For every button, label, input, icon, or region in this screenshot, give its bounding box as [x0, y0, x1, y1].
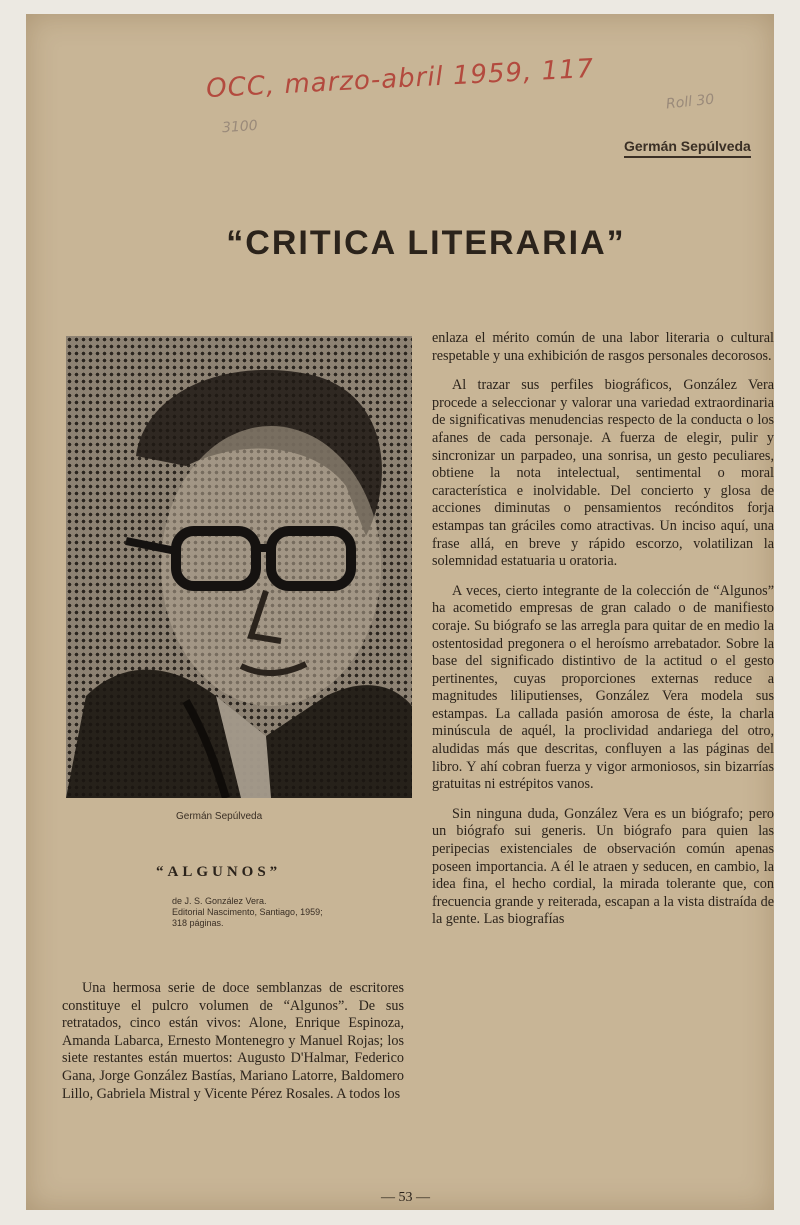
left-column: [62, 980, 404, 1103]
author-byline: Germán Sepúlveda: [624, 138, 751, 158]
handwritten-note-left: 3100: [221, 117, 259, 137]
book-publisher: Editorial Nascimento, Santiago, 1959;: [172, 907, 323, 917]
author-photo: [66, 336, 412, 798]
right-column: [432, 330, 774, 941]
article-title: “CRITICA LITERARIA”: [226, 224, 626, 262]
book-title: “ALGUNOS”: [156, 864, 282, 880]
body-paragraph: enlaza el mérito común de una labor literaria o cultural respetable y una exhibición de rasgos personales decorosos.: [432, 330, 774, 364]
body-paragraph: A veces, cierto integrante de la colección de “Algunos” ha acometido empresas de gran calado o de manifiesto coraje. Su biógrafo se las arregla para quitar de en medio la ostentosidad pregonera o el heroísmo arrebatador. Sobre la base del significado distintivo de la actitud o el gesto pertinentes, cuyas proporciones externas reduce a magnitudes liliputienses, González Vera modela sus estampas. La callada pasión amorosa de éste, la charla minúscula de aquél, la proclividad andariega del otro, aludidas más que descritas, confluyen a las páginas del libro. Y ahí cobran fuerza y vigor armoniosos, sin bizarrías gratuitas ni estrépitos vanos.: [432, 582, 774, 793]
handwritten-note-right: Roll 30: [665, 91, 716, 113]
body-paragraph: Una hermosa serie de doce semblanzas de escritores constituye el pulcro volumen de “Algunos”. De sus retratados, cinco están vivos: Alone, Enrique Espinoza, Amanda Labarca, Ernesto Montenegro y Manuel Rojas; los siete restantes están muertos: Augusto D'Halmar, Federico Gana, Jorge González Bastías, Mariano Latorre, Baldomero Lillo, Gabriela Mistral y Vicente Pérez Rosales. A todos los: [62, 980, 404, 1102]
handwritten-annotation: OCC, marzo-abril 1959, 117: [205, 53, 595, 105]
portrait-illustration: [66, 336, 412, 798]
newspaper-clipping: [26, 14, 774, 1210]
book-author: de J. S. González Vera.: [172, 896, 267, 906]
book-details: [172, 896, 402, 929]
body-paragraph: Sin ninguna duda, González Vera es un biógrafo; pero un biógrafo sui generis. Un biógrafo para quien las peripecias existenciales de observación común apenas poseen importancia. A él le atraen y seducen, en cambio, la idea fina, el hecho cordial, la mirada tolerante que, con frecuencia grande y reiterada, escapan a la vista distraída de la gente. Las biografías: [432, 805, 774, 928]
body-paragraph: Al trazar sus perfiles biográficos, González Vera procede a seleccionar y valorar una variedad extraordinaria de significativas menudencias respecto de la conducta o los afanes de cada personaje. A fuerza de elegir, pulir y sincronizar un parpadeo, una sonrisa, un gesto peculiares, obtiene la nota intelectual, sentimental o moral característica e inolvidable. Del concierto y glosa de acciones diminutas o pensamientos recónditos forja estampas tan gráciles como atractivas. Un inciso aquí, una frase allá, en breve y rápido escorzo, volatilizan la solemnidad estatuaria u oratoria.: [432, 377, 774, 570]
book-pages: 318 páginas.: [172, 918, 224, 928]
photo-caption: Germán Sepúlveda: [176, 811, 263, 822]
page-number: — 53 —: [381, 1190, 430, 1205]
